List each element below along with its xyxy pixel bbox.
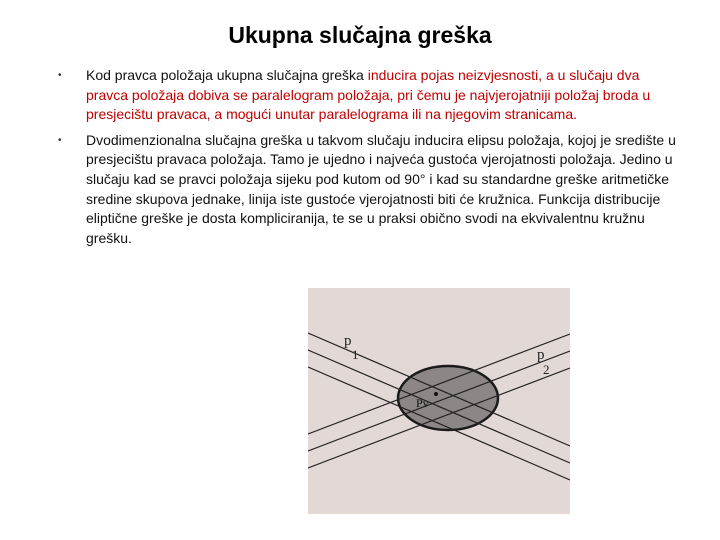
label-pv: Pv bbox=[416, 396, 429, 410]
label-p1-subscript: 1 bbox=[352, 347, 359, 362]
bullet-item-1 bbox=[56, 66, 676, 125]
label-p2-subscript: 2 bbox=[543, 362, 550, 377]
label-p2: p bbox=[537, 347, 545, 363]
bullet-text: Dvodimenzionalna slučajna greška u takvom slučaju inducira elipsu položaja, kojoj je središte u presjecištu pravaca položaja. Tamo je ujedno i najveća gustoća vjerojatnosti položaja. Jedino u slučaju kad se pravci položaja sijeku pod kutom od 90° i kad su standardne greške aritmetičke sredine skupova jednake, linija iste gustoće vjerojatnosti biti će kružnica. Funkcija distribucije eliptične greške je dosta kompliciranija, te se u praksi obično svodi na ekvivalentnu kružnu grešku. bbox=[86, 131, 676, 246]
bullet-text-plain: Kod pravca položaja ukupna slučajna greška bbox=[86, 67, 368, 83]
bullet-item-2 bbox=[56, 131, 676, 249]
bullet-list bbox=[56, 66, 676, 254]
ellipse-center-point bbox=[434, 392, 438, 396]
position-ellipse-diagram bbox=[308, 288, 570, 514]
page-title: Ukupna slučajna greška bbox=[228, 22, 492, 48]
label-p1: p bbox=[344, 333, 352, 349]
bullet-text-highlight: inducira pojas neizvjesnosti, a u slučaju dva pravca položaja dobiva se paralelogram položaja, pri čemu je najvjerojatniji položaj broda u presjecištu pravaca, a mogući unutar paralelograma ili na njegovim stranicama. bbox=[86, 67, 651, 123]
bullet-marker: • bbox=[58, 134, 62, 146]
bullet-marker: • bbox=[58, 70, 62, 81]
